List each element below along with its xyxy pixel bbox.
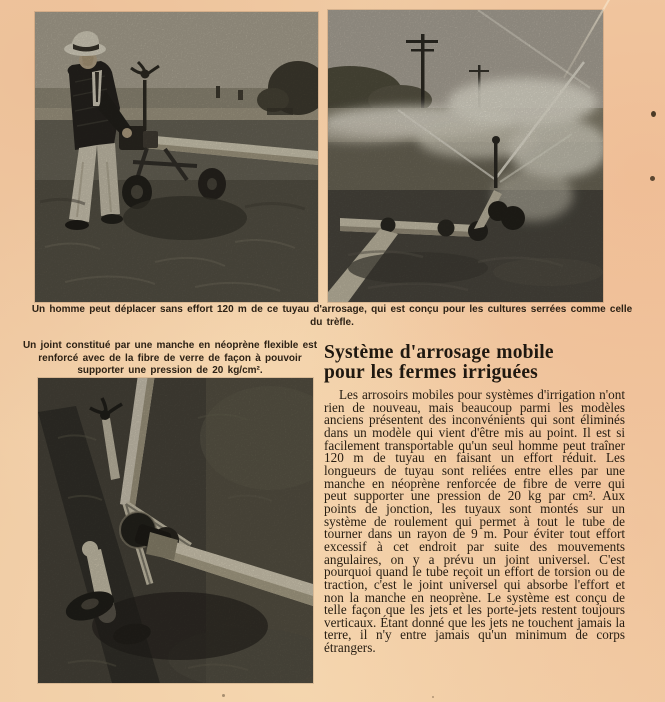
photo-sprinklers-spraying	[328, 10, 603, 302]
photo-man-moving-pipe	[35, 12, 318, 302]
paper-speck	[222, 694, 225, 697]
photo-sprinklers-art	[328, 10, 603, 302]
photo-joint-closeup	[38, 378, 313, 683]
photo-joint-art	[38, 378, 313, 683]
paper-speck	[650, 176, 655, 181]
article-title: Système d'arrosage mobile pour les fermes irriguées	[324, 342, 554, 383]
caption-top-photos: Un homme peut déplacer sans effort 120 m de ce tuyau d'arrosage, qui est conçu pour les cultures serrées comme celle du trèfle.	[31, 304, 633, 328]
paper-speck	[651, 111, 656, 117]
article-body: Les arrosoirs mobiles pour systèmes d'irrigation n'ont rien de nouveau, mais beaucoup parmi les modèles anciens présentent des inconvénients qui sont éliminés dans un modèle qui vient d'être mis au point. Il est si facilement transportable qu'un seul homme peut traîner 120 m de tuyau en faisant un effort réduit. Les longueurs de tuyau sont reliées entre elles par une manche en néoprène renforcée de fibre de verre qui peut supporter une pression de 20 kg par cm². Aux points de jonction, les tuyaux sont montés sur un système de roulement qui permet à tout le tube de tourner dans un rayon de 9 m. Pour éviter tout effort excessif à cet endroit par suite des mouvements angulaires, on y a prévu un joint universel. C'est pourquoi quand le tube reçoit un effort de torsion ou de traction, c'est le joint universel qui absorbe l'effort et non la manche en neoprène. Le système est conçu de telle façon que les jets et les porte-jets restent toujours verticaux. Étant donné que les jets ne touchent jamais la terre, il n'y entre jamais qu'un minimum de corps étrangers.	[324, 387, 625, 656]
article	[324, 343, 625, 655]
paper-speck	[432, 696, 434, 698]
photo-man-moving-pipe-art	[35, 12, 318, 302]
caption-joint-photo: Un joint constitué par une manche en néoprène flexible est renforcé avec de la fibre de verre de façon à pouvoir supporter une pression de 20 kg/cm².	[22, 340, 318, 376]
